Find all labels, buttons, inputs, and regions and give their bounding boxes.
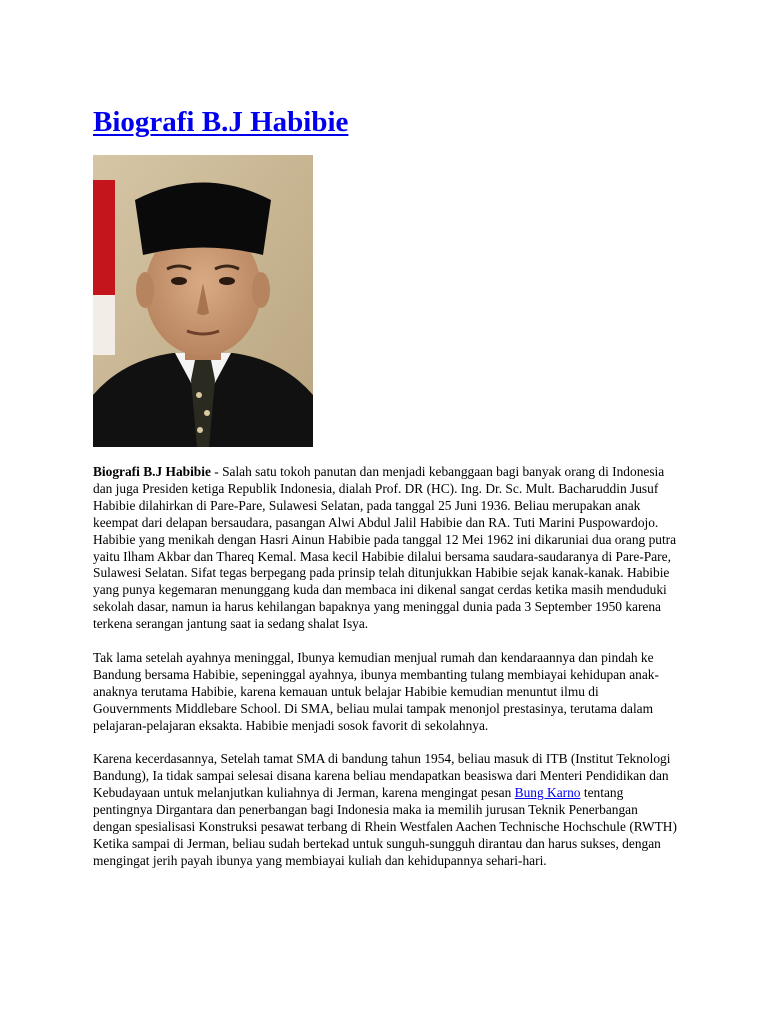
paragraph-2 — [93, 650, 678, 735]
paragraph-3-text-before: Karena kecerdasannya, Setelah tamat SMA di bandung tahun 1954, beliau masuk di ITB (Institut Teknologi Bandung), Ia tidak sampai selesai disana karena beliau mendapatkan beasiswa dari Menteri Pendidikan dan Kebudayaan untuk melanjutkan kuliahnya di Jerman, karena mengingat pesan — [93, 751, 671, 801]
paragraph-1-text: - Salah satu tokoh panutan dan menjadi kebanggaan bagi banyak orang di Indonesia dan juga Presiden ketiga Republik Indonesia, dialah Prof. DR (HC). Ing. Dr. Sc. Mult. Bacharuddin Jusuf Habibie dilahirkan di Pare-Pare, Sulawesi Selatan, pada tanggal 25 Juni 1936. Beliau merupakan anak keempat dari delapan bersaudara, pasangan Alwi Abdul Jalil Habibie dan RA. Tuti Marini Puspowardojo. Habibie yang menikah dengan Hasri Ainun Habibie pada tanggal 12 Mei 1962 ini dikaruniai dua orang putra yaitu Ilham Akbar dan Thareq Kemal. Masa kecil Habibie dilalui bersama saudara-saudaranya di Pare-Pare, Sulawesi Selatan. Sifat tegas berpegang pada prinsip telah ditunjukkan Habibie sejak kanak-kanak. Habibie yang punya kegemaran menunggang kuda dan membaca ini dikenal sangat cerdas ketika masih menduduki sekolah dasar, namun ia harus kehilangan bapaknya yang meninggal dunia pada 3 September 1950 karena terkena serangan jantung saat ia sedang shalat Isya. — [93, 464, 677, 632]
page-title[interactable]: Biografi B.J Habibie — [93, 106, 349, 138]
portrait-photo — [93, 155, 313, 447]
article-body — [93, 464, 678, 887]
paragraph-3 — [93, 751, 678, 869]
paragraph-2-text: Tak lama setelah ayahnya meninggal, Ibunya kemudian menjual rumah dan kendaraannya dan pindah ke Bandung bersama Habibie, sepeninggal ayahnya, ibunya membanting tulang membiayai kehidupan anak-anaknya terutama Habibie, karena kemauan untuk belajar Habibie kemudian menuntut ilmu di Gouvernments Middlebare School. Di SMA, beliau mulai tampak menonjol prestasinya, terutama dalam pelajaran-pelajaran eksakta. Habibie menjadi sosok favorit di sekolahnya. — [93, 649, 659, 733]
bung-karno-link[interactable]: Bung Karno — [514, 785, 581, 801]
paragraph-1 — [93, 464, 678, 633]
paragraph-3-text-after: tentang pentingnya Dirgantara dan penerbangan bagi Indonesia maka ia memilih jurusan Teknik Penerbangan dengan spesialisasi Konstruksi pesawat terbang di Rhein Westfalen Aachen Technische Hochschule (RWTH) Ketika sampai di Jerman, beliau sudah bertekad untuk sunguh-sungguh dirantau dan harus sukses, dengan mengingat jerih payah ibunya yang membiayai kuliah dan kehidupannya sehari-hari. — [93, 785, 677, 868]
lead-bold-title: Biografi B.J Habibie — [93, 464, 211, 479]
portrait-photo-icon — [93, 155, 313, 447]
